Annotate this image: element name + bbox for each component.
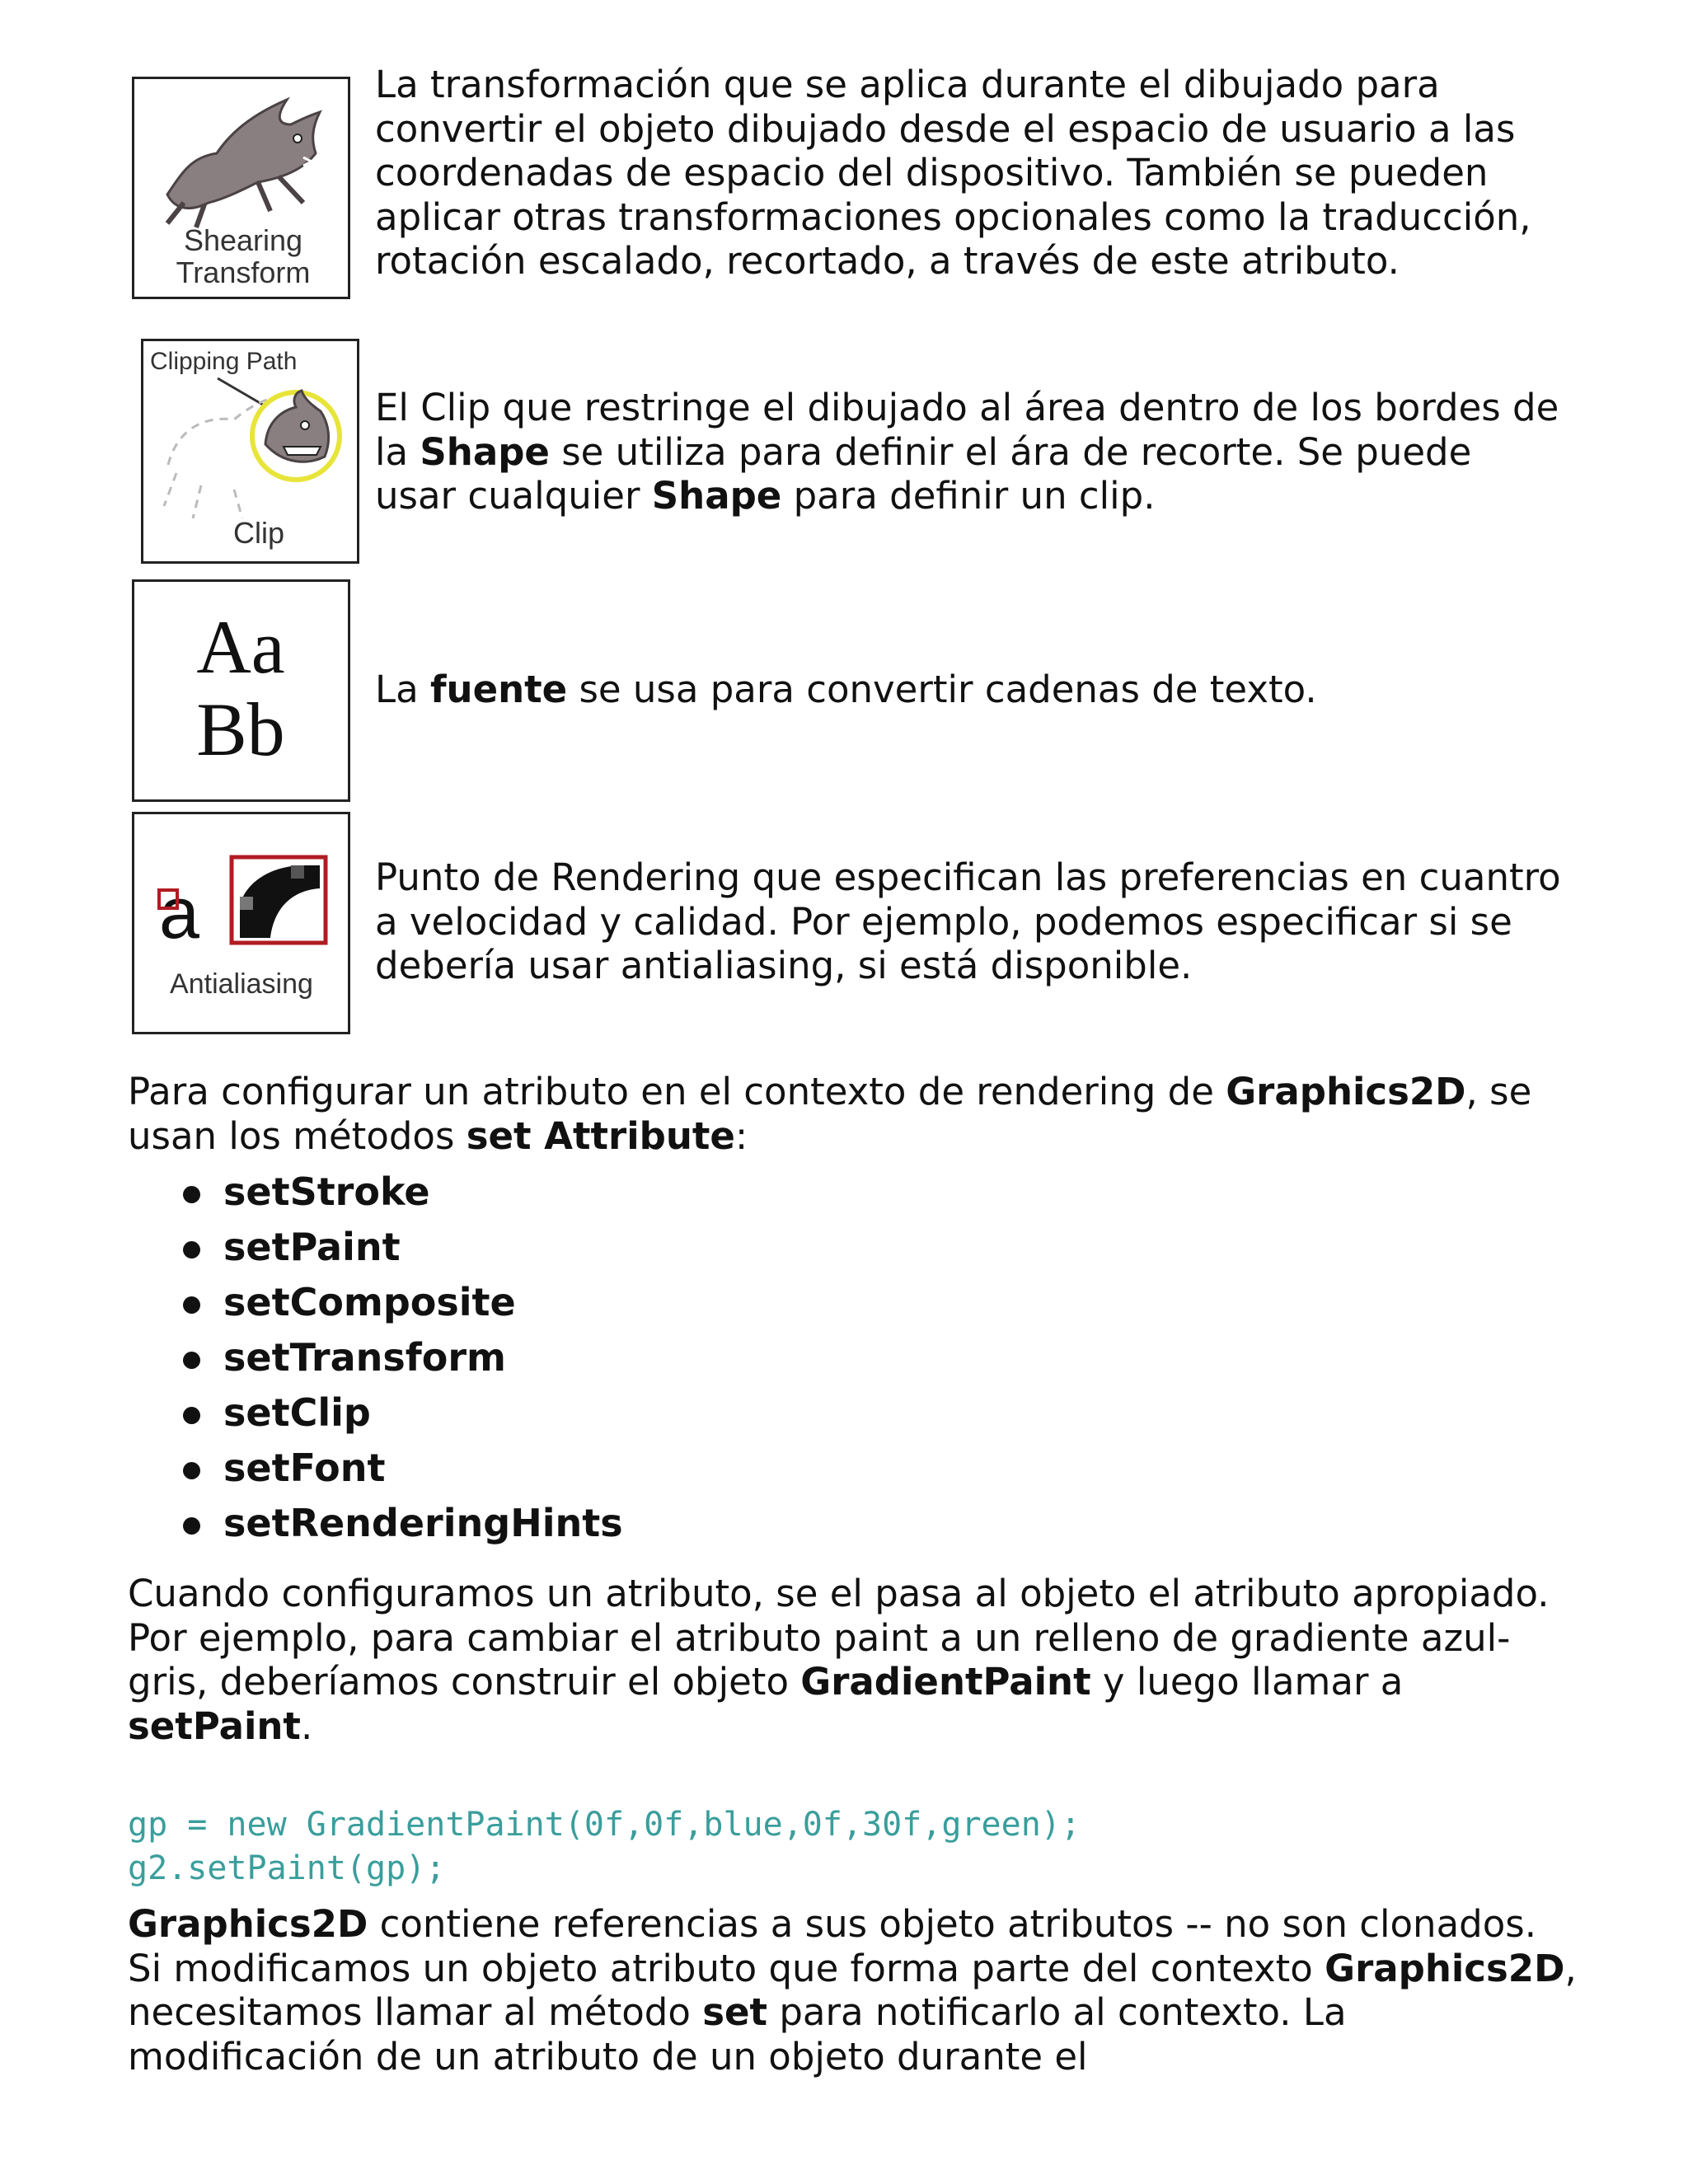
list-item xyxy=(183,1220,623,1275)
bold-term: set xyxy=(702,1990,768,2034)
figure-label: Transform xyxy=(176,255,311,289)
antialiasing-figure xyxy=(132,812,350,1034)
text-span: La xyxy=(375,668,430,711)
text-span: se usa para convertir cadenas de texto. xyxy=(567,668,1317,711)
text-span: se utiliza para definir el ára de recorte. Se puede usar cualquier xyxy=(375,429,1472,518)
clip-figure xyxy=(141,339,359,564)
shearing-transform-description: La transformación que se aplica durante el dibujado para convertir el objeto dibujado desde el espacio de usuario a las coordenadas de espacio del dispositivo. También se pueden aplicar otras transformaciones opcionales como la traducción, rotación escalado, recortado, a través de este atributo. xyxy=(375,63,1531,283)
figure-label: Antialiasing xyxy=(170,968,313,1000)
list-item xyxy=(183,1496,623,1551)
bold-term: setPaint xyxy=(128,1704,301,1748)
list-item xyxy=(183,1275,623,1330)
shearing-transform-figure xyxy=(132,77,350,299)
text-span: y luego llamar a xyxy=(1090,1660,1404,1704)
text-span: Para configurar un atributo en el contexto de rendering de xyxy=(128,1070,1226,1113)
figure-label: Bb xyxy=(196,687,285,771)
figure-letter: a xyxy=(159,872,199,954)
text-span: , se usan los métodos xyxy=(128,1070,1532,1158)
font-figure xyxy=(132,579,350,802)
bullet-icon xyxy=(183,1407,200,1424)
bold-term: set Attribute xyxy=(466,1113,735,1158)
gradient-paragraph xyxy=(128,1572,1578,1748)
text-span: Cuando configuramos un atributo, se el pasa al objeto el atributo apropiado. Por ejemplo, para cambiar el atributo paint a un relleno de gradiente azul-gris, deberíamos construir el objeto xyxy=(128,1572,1550,1704)
bold-term: GradientPaint xyxy=(800,1660,1091,1704)
text-span: , necesitamos llamar al método xyxy=(128,1946,1577,2034)
bullet-icon xyxy=(183,1517,200,1535)
list-item xyxy=(183,1330,623,1385)
list-item xyxy=(183,1165,623,1220)
font-sample-icon xyxy=(134,582,348,799)
antialiasing-description: Punto de Rendering que especifican las preferencias en cuantro a velocidad y calidad. Por ejemplo, podemos especificar si se debería usar antialiasing, si está disponible. xyxy=(375,855,1561,987)
references-paragraph xyxy=(128,1902,1578,2079)
code-line: gp = new GradientPaint(0f,0f,blue,0f,30f,green); xyxy=(128,1806,1081,1844)
bold-term: Graphics2D xyxy=(128,1902,368,1946)
text-span: para notificarlo al contexto. La modificación de un atributo de un objeto durante el xyxy=(128,1990,1347,2079)
method-name: setPaint xyxy=(223,1225,401,1269)
figure-label: Clipping Path xyxy=(150,348,298,375)
bold-term: Graphics2D xyxy=(1325,1946,1565,1990)
figure-label: Aa xyxy=(196,605,285,689)
clipping-path-icon xyxy=(143,341,357,561)
method-name: setStroke xyxy=(223,1169,430,1214)
code-line: g2.setPaint(gp); xyxy=(128,1849,446,1887)
code-sample xyxy=(128,1803,1081,1891)
text-span: contiene referencias a sus objeto atributos -- no son clonados. Si modificamos un objeto atributo que forma parte del contexto xyxy=(128,1902,1536,1990)
clip-description xyxy=(375,386,1562,518)
shearing-creature-icon xyxy=(134,79,348,297)
bold-term: Graphics2D xyxy=(1226,1070,1466,1113)
bullet-icon xyxy=(183,1241,200,1258)
list-item xyxy=(183,1441,623,1496)
text-span: . xyxy=(300,1704,313,1748)
antialiasing-icon xyxy=(134,814,348,1032)
bullet-icon xyxy=(183,1352,200,1369)
list-item xyxy=(183,1385,623,1441)
bold-term: fuente xyxy=(429,668,568,711)
method-name: setFont xyxy=(223,1446,386,1490)
bullet-icon xyxy=(183,1186,200,1203)
intro-paragraph xyxy=(128,1070,1578,1158)
bold-term: Shape xyxy=(420,429,550,474)
bullet-icon xyxy=(183,1462,200,1479)
text-span: El Clip que restringe el dibujado al área dentro de los bordes de la xyxy=(375,386,1559,474)
method-name: setRenderingHints xyxy=(223,1501,623,1545)
method-name: setComposite xyxy=(223,1280,516,1324)
bold-term: Shape xyxy=(651,474,782,518)
font-description xyxy=(375,668,1562,712)
method-name: setTransform xyxy=(223,1335,506,1380)
text-span: para definir un clip. xyxy=(781,474,1156,518)
text-span: : xyxy=(734,1113,748,1158)
figure-label: Clip xyxy=(232,516,285,550)
figure-label: Shearing xyxy=(183,223,303,257)
bullet-icon xyxy=(183,1296,200,1314)
set-methods-list xyxy=(183,1165,623,1551)
method-name: setClip xyxy=(223,1390,371,1435)
